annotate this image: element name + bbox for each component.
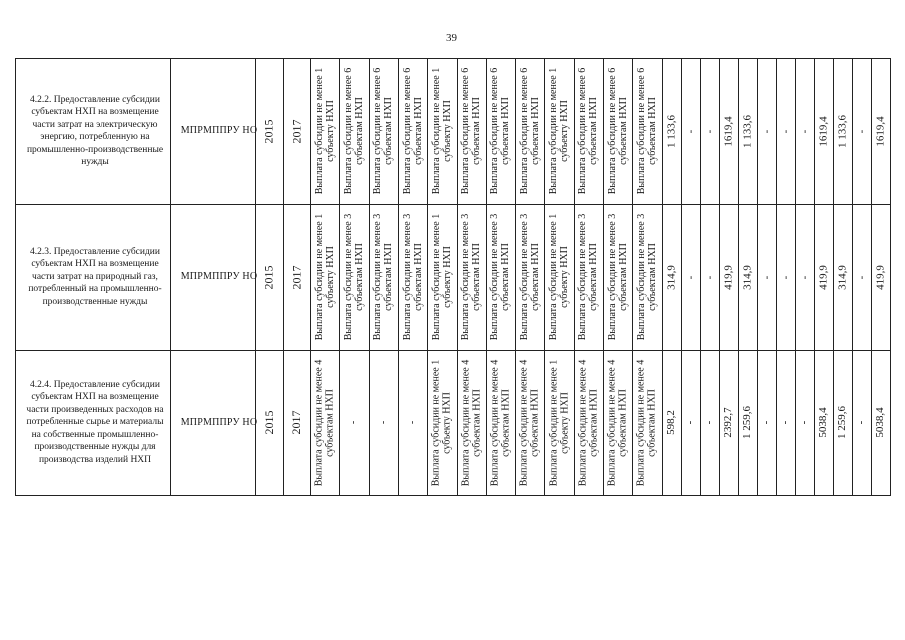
column-divider <box>814 58 815 495</box>
indicator-cell-text: Выплата субсидии не менее 6 субъектам НХП <box>460 67 483 195</box>
value-cell <box>681 350 700 495</box>
value-cell-text: 419,9 <box>722 264 734 290</box>
indicator-cell <box>398 350 427 495</box>
indicator-cell-text: Выплата субсидии не менее 3 субъектам НХП <box>489 213 512 341</box>
value-cell <box>738 58 757 204</box>
indicator-cell-text: Выплата субсидии не менее 3 субъектам НХП <box>342 213 365 341</box>
executor-cell: МПРМППРУ НО <box>180 125 258 136</box>
column-divider <box>515 58 516 495</box>
value-cell <box>776 350 795 495</box>
year-start-cell <box>255 58 283 204</box>
value-cell <box>662 204 681 350</box>
year-start-cell-text: 2015 <box>261 410 276 435</box>
executor-cell: МПРМППРУ НО <box>180 416 258 428</box>
executor-cell: МПРМППРУ НО <box>180 271 258 282</box>
column-divider <box>700 58 701 495</box>
column-divider <box>757 58 758 495</box>
value-cell <box>852 350 871 495</box>
value-cell <box>662 350 681 495</box>
indicator-cell-text: - <box>407 420 419 425</box>
year-end-cell <box>283 350 310 495</box>
indicator-cell-text: Выплата субсидии не менее 1 субъекту НХП <box>430 359 453 486</box>
indicator-cell-text: Выплата субсидии не менее 6 субъектам НХП <box>489 67 512 195</box>
indicator-cell-text: Выплата субсидии не менее 4 субъектам НХП <box>460 359 483 486</box>
value-cell-text: - <box>760 275 772 279</box>
value-cell <box>700 350 719 495</box>
indicator-cell-text: Выплата субсидии не менее 1 субъекту НХП <box>548 213 571 341</box>
indicator-cell <box>310 350 339 495</box>
value-cell-text: 314,9 <box>741 264 753 290</box>
value-cell-text: - <box>760 420 772 425</box>
indicator-cell <box>427 204 456 350</box>
value-cell <box>662 58 681 204</box>
measure-description: 4.2.2. Предоставление субсидии субъектам НХП на возмещение части затрат на электрическую энергию, потребленную на промышленно-производственные нужды <box>26 94 164 167</box>
indicator-cell-text: Выплата субсидии не менее 4 субъектам НХП <box>518 359 541 486</box>
column-divider <box>427 58 428 495</box>
year-end-cell-text: 2017 <box>289 265 303 289</box>
row-divider <box>15 350 890 351</box>
program-table <box>15 58 890 495</box>
value-cell-text: - <box>703 275 715 279</box>
value-cell <box>719 58 738 204</box>
indicator-cell-text: Выплата субсидии не менее 6 субъектам НХП <box>518 67 541 195</box>
value-cell-text: 1 133,6 <box>665 114 677 148</box>
indicator-cell <box>574 58 603 204</box>
indicator-cell-text: Выплата субсидии не менее 4 субъектам НХП <box>606 359 629 486</box>
value-cell-text: - <box>798 420 810 425</box>
value-cell <box>795 204 814 350</box>
column-divider <box>544 58 545 495</box>
indicator-cell-text: Выплата субсидии не менее 1 субъекту НХП <box>548 359 571 486</box>
indicator-cell <box>574 350 603 495</box>
column-divider <box>339 58 340 495</box>
table-row-4-2-4 <box>15 350 890 495</box>
indicator-cell <box>515 204 544 350</box>
indicator-cell <box>632 350 661 495</box>
table-row-4-2-3 <box>15 204 890 350</box>
value-cell <box>833 58 852 204</box>
year-start-cell-text: 2015 <box>261 265 276 289</box>
indicator-cell-text: Выплата субсидии не менее 6 субъектам НХП <box>577 67 600 195</box>
indicator-cell <box>369 350 398 495</box>
value-cell-text: 1619,4 <box>874 115 886 147</box>
indicator-cell-text: Выплата субсидии не менее 3 субъектам НХП <box>606 213 629 341</box>
indicator-cell <box>603 204 632 350</box>
value-cell <box>700 204 719 350</box>
indicator-cell <box>632 204 661 350</box>
column-divider <box>632 58 633 495</box>
indicator-cell <box>457 204 486 350</box>
indicator-cell-text: Выплата субсидии не менее 4 субъектам НХП <box>577 359 600 486</box>
value-cell-text: - <box>760 129 772 133</box>
value-cell-text: - <box>684 420 696 425</box>
value-cell <box>681 204 700 350</box>
indicator-cell <box>457 350 486 495</box>
value-cell-text: 598,2 <box>665 410 677 435</box>
value-cell-text: 1 259,6 <box>741 406 753 439</box>
indicator-cell <box>369 58 398 204</box>
indicator-cell-text: Выплата субсидии не менее 4 субъектам НХП <box>635 359 658 486</box>
value-cell-text: 419,9 <box>817 264 829 290</box>
column-divider <box>738 58 739 495</box>
value-cell <box>719 204 738 350</box>
value-cell <box>738 350 757 495</box>
year-start-cell-text: 2015 <box>261 119 276 143</box>
measure-description: 4.2.4. Предоставление субсидии субъектам НХП на возмещение части произведенных расходов на потребленные сырье и материалы на собственные промышленно-производственные нужды для производства изделий НХП <box>26 379 164 465</box>
value-cell-text: - <box>855 275 867 279</box>
indicator-cell <box>457 58 486 204</box>
value-cell-text: 5038,4 <box>874 407 886 438</box>
value-cell-text: - <box>855 420 867 425</box>
value-cell <box>871 58 890 204</box>
value-cell-text: - <box>779 275 791 279</box>
value-cell <box>833 204 852 350</box>
indicator-cell <box>515 350 544 495</box>
indicator-cell <box>544 58 573 204</box>
value-cell-text: - <box>779 420 791 425</box>
column-divider <box>486 58 487 495</box>
value-cell-text: - <box>703 129 715 133</box>
column-divider <box>398 58 399 495</box>
column-divider <box>681 58 682 495</box>
indicator-cell-text: Выплата субсидии не менее 6 субъектам НХП <box>635 67 658 195</box>
value-cell-text: 5038,4 <box>817 407 829 438</box>
value-cell-text: - <box>703 420 715 425</box>
indicator-cell <box>515 58 544 204</box>
column-divider <box>283 58 284 495</box>
row-divider <box>15 204 890 205</box>
year-end-cell <box>283 58 310 204</box>
column-divider <box>170 58 171 495</box>
value-cell <box>814 58 833 204</box>
value-cell <box>852 204 871 350</box>
column-divider <box>574 58 575 495</box>
value-cell-text: - <box>684 275 696 279</box>
value-cell <box>719 350 738 495</box>
value-cell-text: - <box>798 129 810 133</box>
value-cell-text: 1 133,6 <box>836 114 848 148</box>
indicator-cell-text: Выплата субсидии не менее 4 субъектам НХП <box>313 359 336 486</box>
indicator-cell-text: Выплата субсидии не менее 3 субъектам НХП <box>635 213 658 341</box>
indicator-cell-text: Выплата субсидии не менее 1 субъекту НХП <box>430 67 453 195</box>
value-cell-text: 1 259,6 <box>836 406 848 439</box>
indicator-cell <box>544 350 573 495</box>
column-divider <box>776 58 777 495</box>
column-divider <box>795 58 796 495</box>
indicator-cell-text: Выплата субсидии не менее 3 субъектам НХП <box>577 213 600 341</box>
indicator-cell <box>544 204 573 350</box>
value-cell-text: - <box>855 129 867 133</box>
value-cell-text: 419,9 <box>874 264 886 290</box>
measure-description: 4.2.3. Предоставление субсидии субъектам НХП на возмещение части затрат на природный газ, потребленный на промышленно-производственные нужды <box>28 246 162 307</box>
indicator-cell-text: Выплата субсидии не менее 1 субъекту НХП <box>548 67 571 195</box>
indicator-cell <box>486 58 515 204</box>
indicator-cell <box>310 204 339 350</box>
indicator-cell <box>339 204 368 350</box>
value-cell <box>738 204 757 350</box>
indicator-cell-text: Выплата субсидии не менее 6 субъектам НХП <box>401 67 424 195</box>
column-divider <box>833 58 834 495</box>
indicator-cell <box>574 204 603 350</box>
column-divider <box>310 58 311 495</box>
indicator-cell-text: Выплата субсидии не менее 1 субъекту НХП <box>313 213 336 341</box>
indicator-cell <box>603 350 632 495</box>
value-cell <box>757 204 776 350</box>
value-cell-text: 314,9 <box>665 264 677 290</box>
indicator-cell-text: Выплата субсидии не менее 3 субъектам НХП <box>460 213 483 341</box>
value-cell <box>757 58 776 204</box>
indicator-cell-text: Выплата субсидии не менее 6 субъектам НХП <box>342 67 365 195</box>
value-cell-text: - <box>798 275 810 279</box>
year-end-cell <box>283 204 310 350</box>
value-cell <box>700 58 719 204</box>
value-cell-text: - <box>684 129 696 133</box>
value-cell <box>871 204 890 350</box>
column-divider <box>603 58 604 495</box>
indicator-cell <box>486 204 515 350</box>
value-cell <box>814 204 833 350</box>
indicator-cell <box>632 58 661 204</box>
indicator-cell <box>398 58 427 204</box>
year-start-cell <box>255 350 283 495</box>
indicator-cell <box>603 58 632 204</box>
value-cell-text: - <box>779 129 791 133</box>
value-cell <box>871 350 890 495</box>
value-cell <box>757 350 776 495</box>
column-divider <box>255 58 256 495</box>
value-cell-text: 1619,4 <box>817 115 829 147</box>
value-cell-text: 314,9 <box>836 264 848 290</box>
column-divider <box>871 58 872 495</box>
indicator-cell <box>369 204 398 350</box>
table-row-4-2-2 <box>15 58 890 204</box>
indicator-cell-text: Выплата субсидии не менее 1 субъекту НХП <box>313 67 336 195</box>
indicator-cell <box>310 58 339 204</box>
indicator-cell-text: Выплата субсидии не менее 1 субъекту НХП <box>430 213 453 341</box>
indicator-cell <box>486 350 515 495</box>
indicator-cell-text: Выплата субсидии не менее 3 субъектам НХП <box>372 213 395 341</box>
indicator-cell <box>339 58 368 204</box>
indicator-cell <box>427 58 456 204</box>
value-cell-text: 2392,7 <box>722 407 734 438</box>
page-number: 39 <box>446 32 457 44</box>
indicator-cell <box>427 350 456 495</box>
value-cell-text: 1 133,6 <box>741 114 753 148</box>
value-cell <box>833 350 852 495</box>
value-cell <box>776 204 795 350</box>
indicator-cell-text: Выплата субсидии не менее 3 субъектам НХП <box>401 213 424 341</box>
value-cell <box>795 350 814 495</box>
value-cell-text: 1619,4 <box>722 115 734 147</box>
value-cell <box>776 58 795 204</box>
year-end-cell-text: 2017 <box>289 410 303 435</box>
value-cell <box>681 58 700 204</box>
value-cell <box>795 58 814 204</box>
column-divider <box>369 58 370 495</box>
indicator-cell <box>398 204 427 350</box>
indicator-cell-text: Выплата субсидии не менее 4 субъектам НХП <box>489 359 512 486</box>
year-start-cell <box>255 204 283 350</box>
indicator-cell-text: Выплата субсидии не менее 6 субъектам НХП <box>372 67 395 195</box>
column-divider <box>662 58 663 495</box>
indicator-cell-text: - <box>377 420 389 425</box>
column-divider <box>719 58 720 495</box>
column-divider <box>852 58 853 495</box>
value-cell <box>814 350 833 495</box>
column-divider <box>457 58 458 495</box>
indicator-cell-text: Выплата субсидии не менее 6 субъектам НХП <box>606 67 629 195</box>
indicator-cell-text: Выплата субсидии не менее 3 субъектам НХП <box>518 213 541 341</box>
indicator-cell <box>339 350 368 495</box>
value-cell <box>852 58 871 204</box>
year-end-cell-text: 2017 <box>289 119 303 143</box>
indicator-cell-text: - <box>348 420 360 425</box>
